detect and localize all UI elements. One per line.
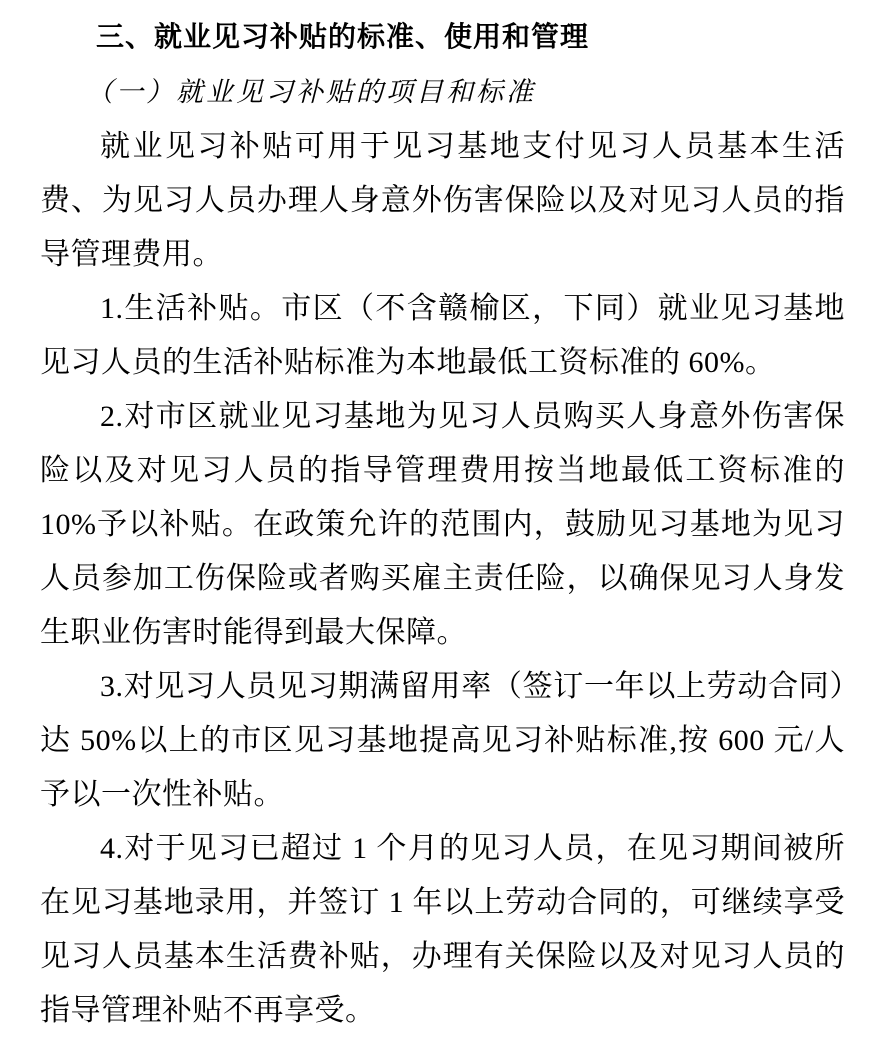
subsection-heading: （一）就业见习补贴的项目和标准 [86, 77, 536, 107]
paragraph-living-allowance: 1.生活补贴。市区（不含赣榆区，下同）就业见习基地见习人员的生活补贴标准为本地最低工资标准的 60%。 [40, 292, 845, 379]
section-heading: 三、就业见习补贴的标准、使用和管理 [96, 22, 590, 53]
paragraph-insurance-management-subsidy: 2.对市区就业见习基地为见习人员购买人身意外伤害保险以及对见习人员的指导管理费用按当地最低工资标准的 10%予以补贴。在政策允许的范围内，鼓励见习基地为见习人员参加工伤保险或者购买雇主责任险，以确保见习人身发生职业伤害时能得到最大保障。 [40, 400, 845, 649]
paragraph-continued-subsidy-rules: 4.对于见习已超过 1 个月的见习人员，在见习期间被所在见习基地录用，并签订 1 年以上劳动合同的，可继续享受见习人员基本生活费补贴，办理有关保险以及对见习人员的指导管理补贴不再享受。 [40, 832, 845, 1027]
paragraph-retention-rate-bonus: 3.对见习人员见习期满留用率（签订一年以上劳动合同）达 50%以上的市区见习基地提高见习补贴标准,按 600 元/人予以一次性补贴。 [40, 670, 845, 811]
paragraph-subsidy-usage: 就业见习补贴可用于见习基地支付见习人员基本生活费、为见习人员办理人身意外伤害保险以及对见习人员的指导管理费用。 [40, 130, 845, 271]
